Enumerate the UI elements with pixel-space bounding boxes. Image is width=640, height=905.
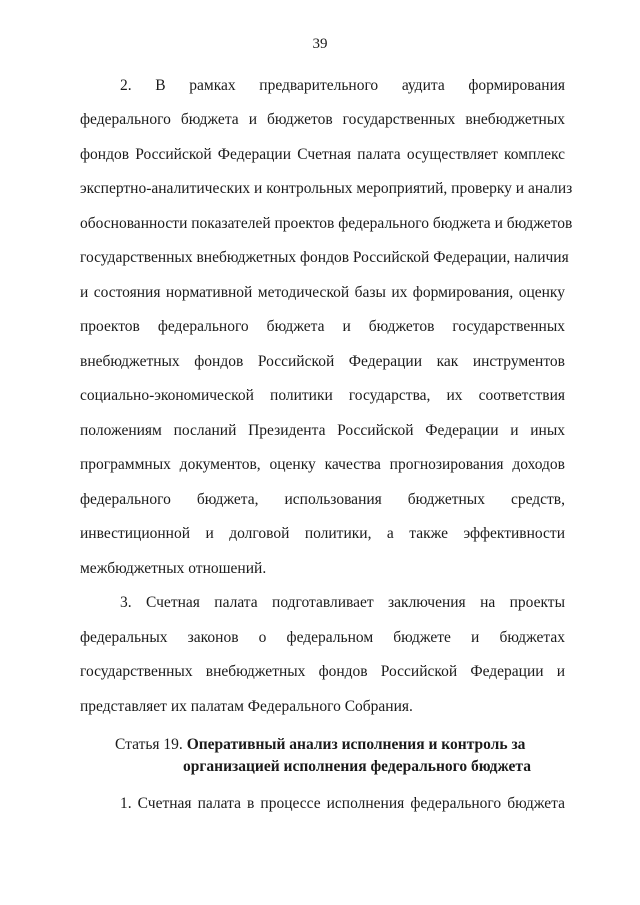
article-number: Статья 19. <box>115 736 183 753</box>
paragraph-line: инвестиционной и долговой политики, а также эффективности <box>80 525 565 542</box>
article-title: Оперативный анализ исполнения и контроль за <box>186 736 526 753</box>
paragraph-line: положениям посланий Президента Российской Федерации и иных <box>80 422 565 439</box>
paragraph-line: проектов федерального бюджета и бюджетов государственных <box>80 318 565 335</box>
paragraph-line: фондов Российской Федерации Счетная палата осуществляет комплекс <box>80 146 565 163</box>
paragraph-line: федеральных законов о федеральном бюджете и бюджетах <box>80 629 565 646</box>
paragraph-line: 1. Счетная палата в процессе исполнения федерального бюджета <box>120 795 565 812</box>
page-number: 39 <box>312 36 328 52</box>
paragraph-line: государственных внебюджетных фондов Российской Федерации и <box>80 663 565 680</box>
paragraph-line: экспертно-аналитических и контрольных мероприятий, проверку и анализ <box>80 180 573 197</box>
paragraph-line: социально-экономической политики государства, их соответствия <box>80 387 565 404</box>
paragraph-line: обоснованности показателей проектов федерального бюджета и бюджетов <box>80 215 573 232</box>
paragraph-line: программных документов, оценку качества прогнозирования доходов <box>80 456 565 473</box>
paragraph-line: представляет их палатам Федерального Собрания. <box>80 698 413 715</box>
paragraph-line: федерального бюджета и бюджетов государственных внебюджетных <box>80 111 565 128</box>
article-title-continued: организацией исполнения федерального бюджета <box>183 758 531 775</box>
article-heading <box>115 735 525 755</box>
paragraph-line: внебюджетных фондов Российской Федерации как инструментов <box>80 353 565 370</box>
article-heading-continued <box>183 757 531 777</box>
paragraph-line: межбюджетных отношений. <box>80 560 267 577</box>
paragraph-line: 2. В рамках предварительного аудита формирования <box>120 77 565 94</box>
paragraph-line: и состояния нормативной методической базы их формирования, оценку <box>80 284 565 301</box>
paragraph-line: государственных внебюджетных фондов Российской Федерации, наличия <box>80 249 569 266</box>
paragraph-line: федерального бюджета, использования бюджетных средств, <box>80 491 565 508</box>
paragraph-line: 3. Счетная палата подготавливает заключения на проекты <box>120 594 565 611</box>
